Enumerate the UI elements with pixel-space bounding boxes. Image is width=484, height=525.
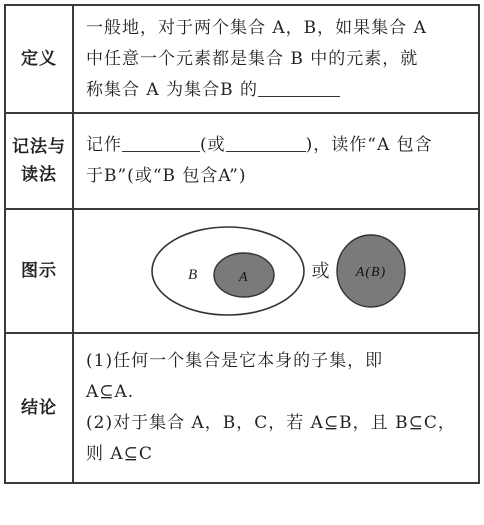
equal-set-label: A(B) [355, 265, 386, 280]
row-definition [5, 5, 479, 113]
notation-mid: (或 [200, 135, 226, 155]
conclusion-line-1: (1)任何一个集合是它本身的子集，即 [86, 351, 384, 371]
row-notation [5, 113, 479, 209]
notation-line-2: 于B”(或“B 包含A”) [86, 166, 247, 186]
notation-line-1 [86, 130, 468, 161]
inner-set-label: A [238, 270, 249, 285]
content-diagram [73, 209, 479, 333]
answer-blank-notation-2 [226, 131, 306, 152]
row-diagram [5, 209, 479, 333]
definition-line-3 [86, 75, 468, 106]
label-notation [5, 113, 73, 209]
notation-prefix: 记作 [86, 135, 122, 155]
venn-equal-diagram [335, 233, 407, 309]
subset-definition-table [4, 4, 480, 484]
notation-suffix: )，读作“A 包含 [305, 135, 433, 155]
answer-blank-notation-1 [122, 131, 200, 152]
definition-line-3-text: 称集合 A 为集合B 的 [86, 79, 258, 100]
conclusion-line-3: (2)对于集合 A，B，C，若 A⊆B，且 B⊆C， [86, 413, 456, 433]
content-definition [73, 5, 479, 113]
conclusion-line-2: A⊆A. [86, 382, 135, 402]
row-conclusion [5, 333, 479, 483]
label-diagram: 图示 [5, 209, 73, 333]
label-notation-line-1: 记法与 [12, 137, 66, 157]
venn-diagram-area [86, 217, 468, 325]
definition-line-1: 一般地，对于两个集合 A，B，如果集合 A [86, 17, 427, 38]
venn-subset-diagram [148, 223, 308, 319]
outer-set-label: B [187, 267, 198, 283]
label-conclusion: 结论 [5, 333, 73, 483]
conclusion-line-4: 则 A⊆C [86, 444, 153, 464]
content-conclusion [73, 333, 479, 483]
label-notation-line-2: 读法 [21, 165, 57, 185]
answer-blank-definition [258, 76, 340, 97]
label-definition: 定义 [5, 5, 73, 113]
definition-line-2: 中任意一个元素都是集合 B 中的元素，就 [86, 48, 419, 69]
content-notation [73, 113, 479, 209]
diagram-connector: 或 [311, 260, 331, 282]
